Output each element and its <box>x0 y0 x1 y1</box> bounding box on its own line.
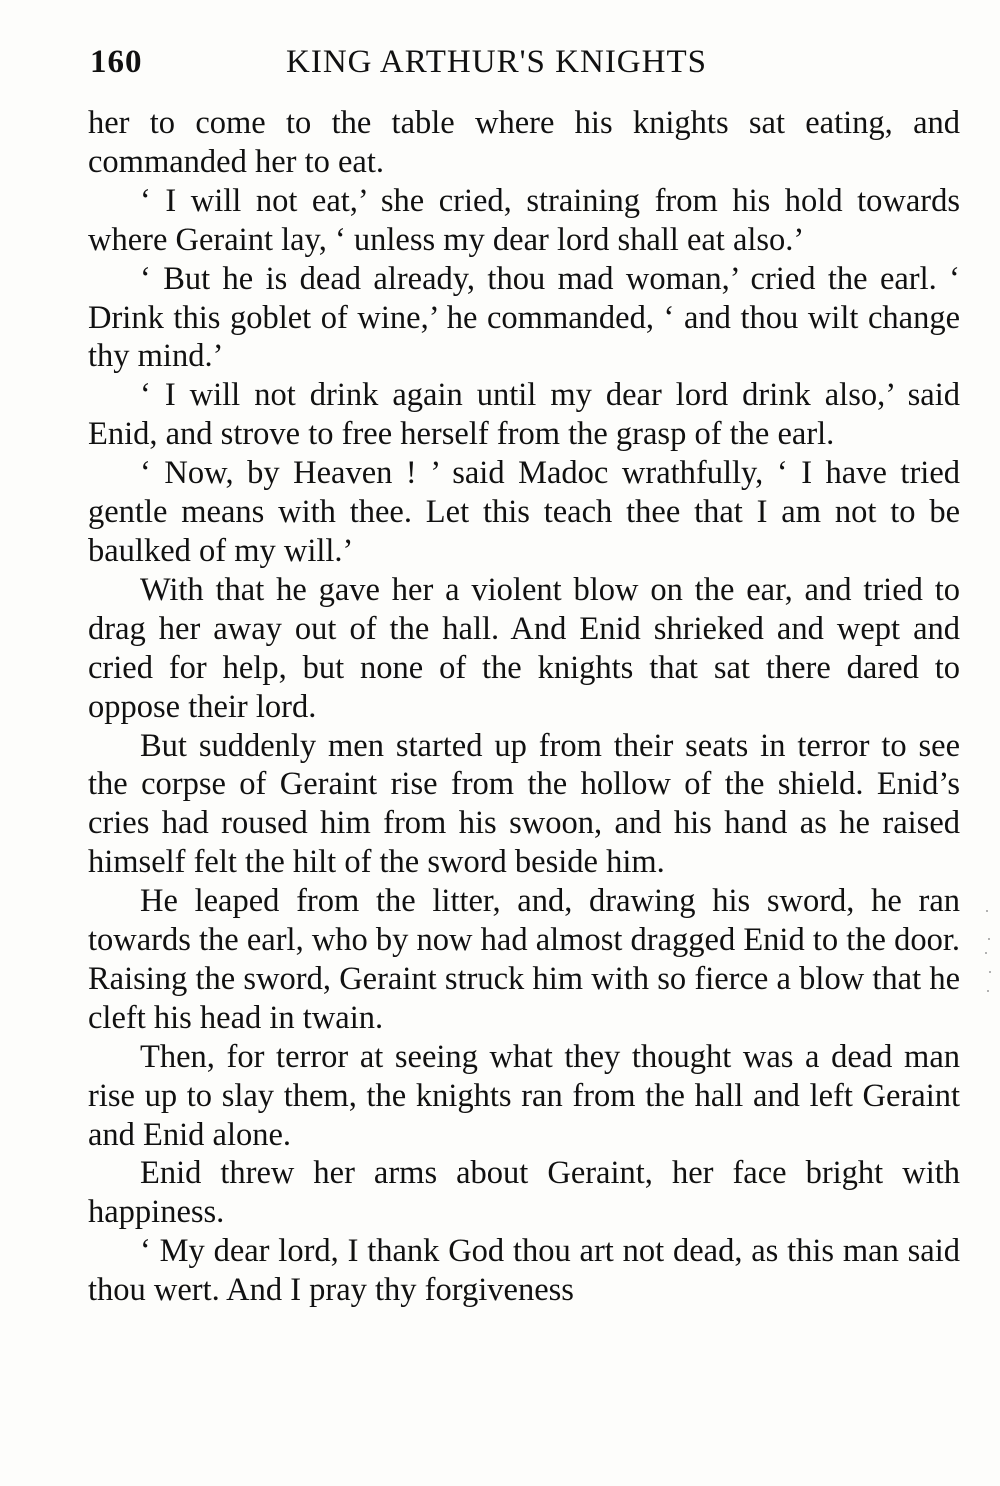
margin-specks <box>982 900 994 1020</box>
paragraph: He leaped from the litter, and, drawing his sword, he ran towards the earl, who by now had almost dragged Enid to the door. Raising the sword, Geraint struck him with so fierce a blow that he cleft his head in twain. <box>88 883 960 1036</box>
paragraph: ‘ I will not drink again until my dear lord drink also,’ said Enid, and strove to free herself from the grasp of the earl. <box>88 377 960 453</box>
paragraph: ‘ But he is dead already, thou mad woman,’ cried the earl. ‘ Drink this goblet of wine,’ he commanded, ‘ and thou wilt change thy mind.’ <box>88 260 960 375</box>
paragraph: With that he gave her a violent blow on the ear, and tried to drag her away out of the hall. And Enid shrieked and wept and cried for help, but none of the knights that sat there dared to oppose their lord. <box>88 571 960 725</box>
paragraph: ‘ My dear lord, I thank God thou art not dead, as this man said thou wert. And I pray thy forgiveness <box>88 1233 960 1309</box>
paragraph: Then, for terror at seeing what they thought was a dead man rise up to slay them, the knights ran from the hall and left Geraint and Enid alone. <box>88 1038 960 1153</box>
running-head <box>90 44 960 94</box>
paragraph: Enid threw her arms about Geraint, her face bright with happiness. <box>88 1155 960 1231</box>
paragraph: ‘ I will not eat,’ she cried, straining from his hold towards where Geraint lay, ‘ unless my dear lord shall eat also.’ <box>88 182 960 258</box>
body-text <box>88 104 960 1310</box>
paragraph: ‘ Now, by Heaven ! ’ said Madoc wrathfully, ‘ I have tried gentle means with thee. Let this teach thee that I am not to be baulked of my will.’ <box>88 455 960 569</box>
running-title: KING ARTHUR'S KNIGHTS <box>286 44 707 80</box>
paragraph: But suddenly men started up from their seats in terror to see the corpse of Geraint rise from the hollow of the shield. Enid’s cries had roused him from his swoon, and his hand as he raised himself felt the hilt of the sword beside him. <box>88 727 960 881</box>
paragraph: her to come to the table where his knights sat eating, and commanded her to eat. <box>88 105 960 180</box>
page-number: 160 <box>90 44 143 80</box>
